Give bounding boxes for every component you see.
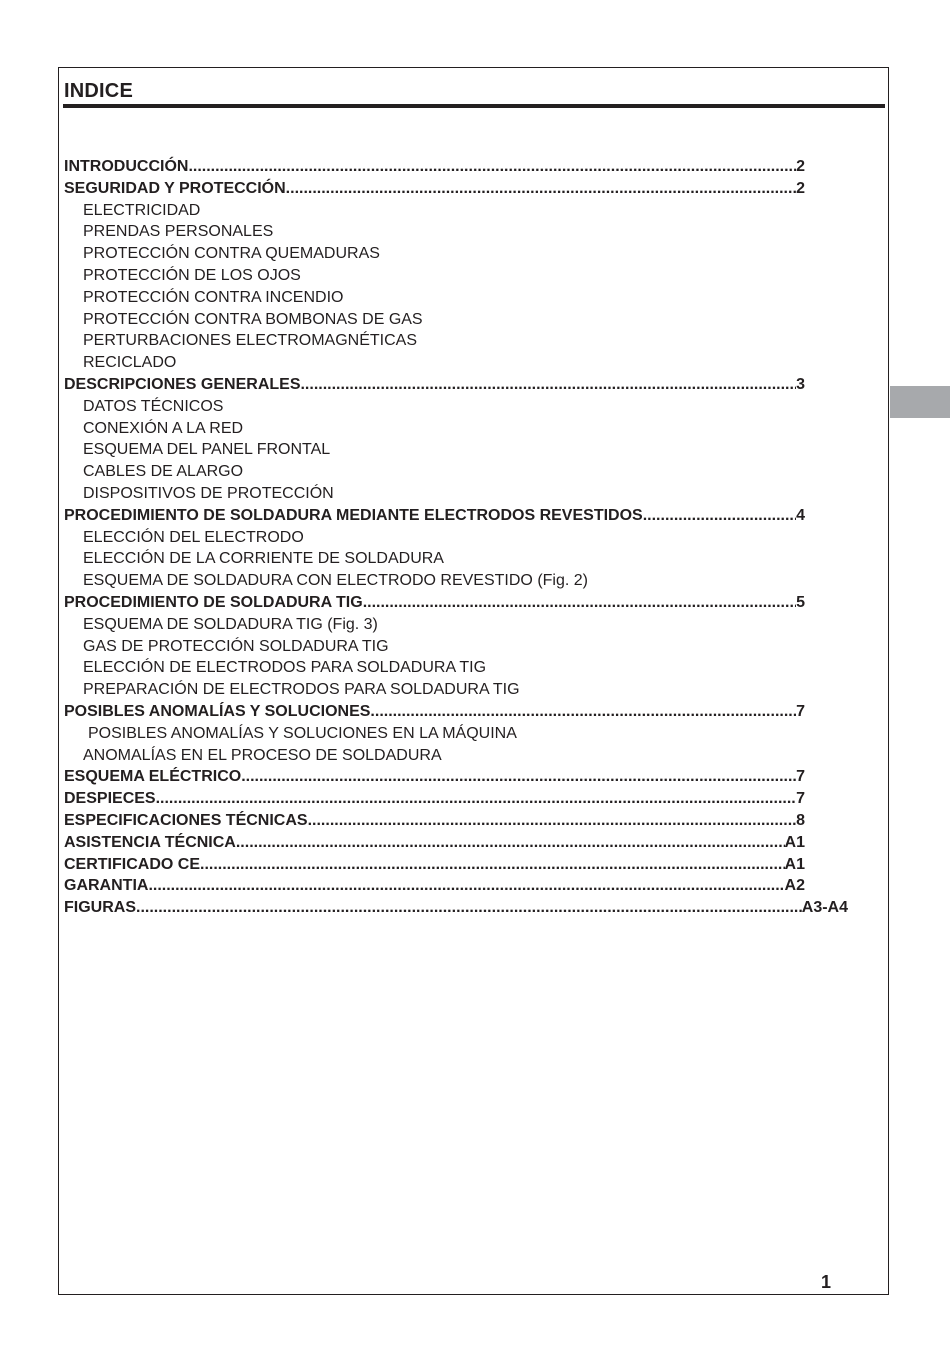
toc-page-number: 4 [796,506,805,524]
toc-subentry[interactable]: PROTECCIÓN CONTRA QUEMADURAS [83,245,380,263]
toc-page-number: A1 [784,833,805,851]
toc-page-number: 5 [796,593,805,611]
toc-entry-seguridad[interactable]: SEGURIDAD Y PROTECCIÓN ..... 2 [64,178,805,200]
table-of-contents [64,156,848,919]
toc-subentry[interactable]: ESQUEMA DE SOLDADURA CON ELECTRODO REVESTIDO (Fig. 2) [83,572,588,590]
toc-page-number: 7 [796,790,805,808]
toc-entry-esquema-electrico[interactable]: ESQUEMA ELÉCTRICO ..... 7 [64,766,805,788]
toc-page-number: 7 [796,768,805,786]
toc-subentry[interactable]: PROTECCIÓN CONTRA INCENDIO [83,288,344,306]
section-tab-marker [890,386,950,418]
title-rule [63,104,885,108]
toc-entry-introduccion[interactable]: INTRODUCCIÓN ..... 2 [64,156,805,178]
toc-subentry[interactable]: ESQUEMA DE SOLDADURA TIG (Fig. 3) [83,615,378,633]
toc-subentry[interactable]: GAS DE PROTECCIÓN SOLDADURA TIG [83,637,389,655]
toc-entry-anomalias[interactable]: POSIBLES ANOMALÍAS Y SOLUCIONES ..... 7 [64,701,805,723]
toc-entry-especificaciones[interactable]: ESPECIFICACIONES TÉCNICAS ..... 8 [64,810,805,832]
toc-subentry[interactable]: ELECCIÓN DE ELECTRODOS PARA SOLDADURA TIG [83,659,487,677]
toc-page-number: 3 [796,375,805,393]
toc-subentry[interactable]: POSIBLES ANOMALÍAS Y SOLUCIONES EN LA MÁQUINA [88,724,517,742]
page-number: 1 [821,1272,832,1292]
toc-subentry[interactable]: ELECTRICIDAD [83,201,201,219]
toc-subentry[interactable]: PRENDAS PERSONALES [83,223,274,241]
toc-page-number: A3-A4 [801,899,848,917]
toc-subentry[interactable]: PERTURBACIONES ELECTROMAGNÉTICAS [83,332,417,350]
toc-subentry[interactable]: ANOMALÍAS EN EL PROCESO DE SOLDADURA [83,746,442,764]
toc-subentry[interactable]: ELECCIÓN DE LA CORRIENTE DE SOLDADURA [83,550,444,568]
toc-subentry[interactable]: DISPOSITIVOS DE PROTECCIÓN [83,484,334,502]
toc-subentry[interactable]: ESQUEMA DEL PANEL FRONTAL [83,441,331,459]
toc-entry-despieces[interactable]: DESPIECES ..... 7 [64,788,805,810]
toc-subentry[interactable]: CABLES DE ALARGO [83,463,244,481]
toc-subentry[interactable]: CONEXIÓN A LA RED [83,419,244,437]
toc-subentry[interactable]: DATOS TÉCNICOS [83,397,224,415]
toc-page-number: 2 [796,158,805,175]
toc-entry-certificado[interactable]: CERTIFICADO CE ..... A1 [64,854,805,876]
page-title: INDICE [64,80,133,102]
toc-page-number: A1 [784,855,805,873]
toc-entry-asistencia[interactable]: ASISTENCIA TÉCNICA ..... A1 [64,832,805,854]
toc-entry-descripciones[interactable]: DESCRIPCIONES GENERALES ..... 3 [64,374,805,396]
toc-subentry[interactable]: ELECCIÓN DEL ELECTRODO [83,528,304,546]
toc-subentry[interactable]: PREPARACIÓN DE ELECTRODOS PARA SOLDADURA TIG [83,681,520,699]
toc-entry-electrodos[interactable]: PROCEDIMIENTO DE SOLDADURA MEDIANTE ELECTRODOS REVESTIDOS ..... 4 [64,505,805,527]
toc-page-number: A2 [784,877,805,895]
toc-subentry[interactable]: RECICLADO [83,354,177,372]
toc-entry-tig[interactable]: PROCEDIMIENTO DE SOLDADURA TIG ..... 5 [64,592,805,614]
toc-page-number: 2 [796,179,805,197]
toc-entry-figuras[interactable]: FIGURAS ..... A3-A4 [64,897,848,919]
toc-page-number: 8 [796,811,805,829]
toc-subentry[interactable]: PROTECCIÓN CONTRA BOMBONAS DE GAS [83,310,423,328]
toc-entry-garantia[interactable]: GARANTIA ..... A2 [64,875,805,897]
toc-page-number: 7 [796,702,805,720]
toc-subentry[interactable]: PROTECCIÓN DE LOS OJOS [83,266,301,284]
